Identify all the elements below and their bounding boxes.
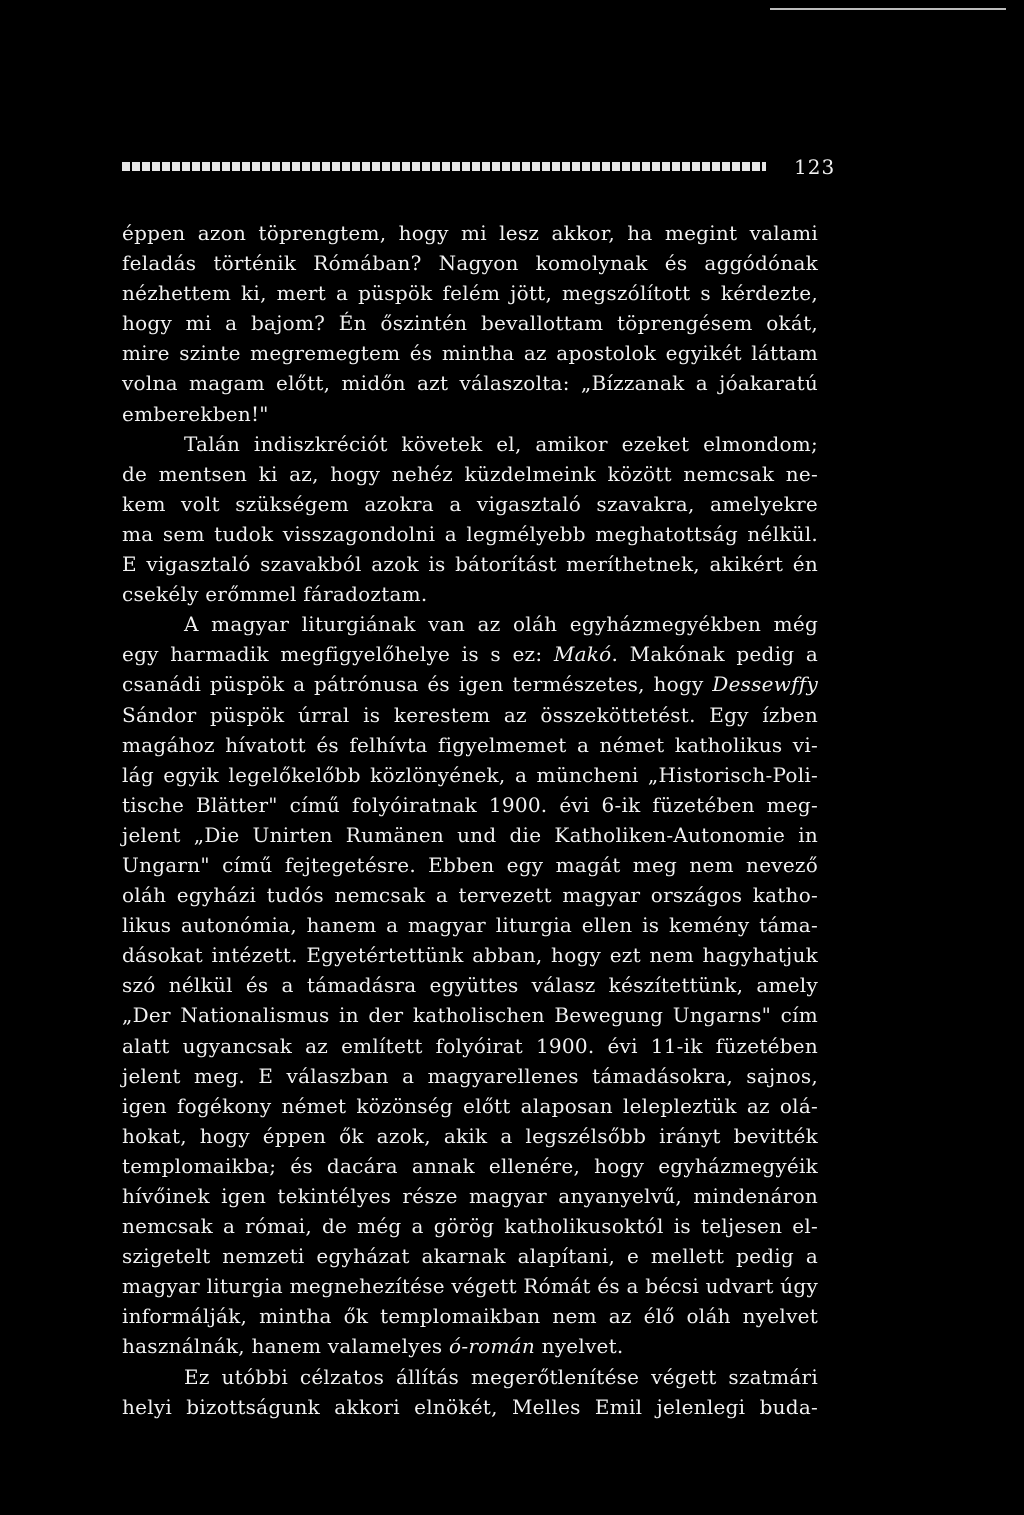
- header-ornament-rule: [122, 162, 766, 171]
- top-edge-rule: [770, 8, 1006, 10]
- text-line: Sándor püspök úrral is kerestem az összeköttetést. Egy ízben: [122, 702, 818, 727]
- text-line: E vigasztaló szavakból azok is bátorítást meríthetnek, akikért én: [122, 552, 818, 577]
- text-line: hokat, hogy éppen ők azok, akik a legszélsőbb irányt bevitték: [122, 1123, 818, 1148]
- text-line: feladás történik Rómában? Nagyon komolynak és aggódónak: [122, 251, 818, 276]
- text-line: Ez utóbbi célzatos állítás megerőtlenítése végett szatmári: [184, 1364, 818, 1389]
- italic-term: Makó: [553, 642, 612, 667]
- text-line: igen fogékony német közönség előtt alaposan lelepleztük az olá-: [122, 1093, 818, 1118]
- text-line: [122, 1331, 818, 1361]
- page-header: [122, 153, 836, 181]
- text-run: egy harmadik megfigyelőhelye is s ez:: [122, 642, 554, 667]
- text-line: magyar liturgia megnehezítése végett Rómát és a bécsi udvart úgy: [122, 1274, 818, 1299]
- body-text: [122, 218, 818, 1422]
- text-line: kem volt szükségem azokra a vigasztaló szavakra, amelyekre: [122, 491, 818, 516]
- text-line: informálják, mintha ők templomaikban nem az élő oláh nyelvet: [122, 1304, 818, 1329]
- text-line: [122, 639, 818, 669]
- text-line: „Der Nationalismus in der katholischen Bewegung Ungarns" cím: [122, 1003, 818, 1028]
- text-line: Talán indiszkréciót követek el, amikor ezeket elmondom;: [184, 431, 818, 456]
- text-line: de mentsen ki az, hogy nehéz küzdelmeink között nemcsak ne-: [122, 461, 818, 486]
- text-line: [122, 669, 818, 699]
- text-line: alatt ugyancsak az említett folyóirat 1900. évi 11-ik füzetében: [122, 1033, 818, 1058]
- text-line: oláh egyházi tudós nemcsak a tervezett magyar országos katho-: [122, 883, 818, 908]
- text-line: magához hívatott és felhívta figyelmemet a német katholikus vi-: [122, 732, 818, 757]
- text-line: hívőinek igen tekintélyes része magyar anyanyelvű, mindenáron: [122, 1184, 818, 1208]
- text-line: nézhettem ki, mert a püspök felém jött, megszólított s kérdezte,: [122, 281, 818, 306]
- text-line: hogy mi a bajom? Én őszintén bevallottam töprengésem okát,: [122, 311, 818, 336]
- text-line: jelent „Die Unirten Rumänen und die Katholiken-Autonomie in: [122, 822, 818, 847]
- text-line: éppen azon töprengtem, hogy mi lesz akkor, ha megint valami: [122, 221, 818, 245]
- text-run: nyelvet.: [534, 1334, 624, 1359]
- text-line: mire szinte megremegtem és mintha az apostolok egyikét láttam: [122, 341, 818, 366]
- page-number: 123: [794, 155, 836, 179]
- text-line: dásokat intézett. Egyetértettünk abban, hogy ezt nem hagyhatjuk: [122, 943, 818, 968]
- text-line: szigetelt nemzeti egyházat akarnak alapítani, e mellett pedig a: [122, 1244, 818, 1269]
- text-line: szó nélkül és a támadásra együttes válasz készítettünk, amely: [122, 973, 818, 998]
- text-line: helyi bizottságunk akkori elnökét, Melles Emil jelenlegi buda-: [122, 1394, 818, 1419]
- text-run: csanádi püspök a pátrónusa és igen természetes, hogy: [122, 672, 713, 697]
- text-line: templomaikba; és dacára annak ellenére, hogy egyházmegyéik: [122, 1153, 818, 1178]
- text-run: használnák, hanem valamelyes: [122, 1334, 450, 1359]
- text-line: nemcsak a római, de még a görög katholikusoktól is teljesen el-: [122, 1214, 818, 1239]
- text-line: Ungarn" című fejtegetésre. Ebben egy magát meg nem nevező: [122, 852, 818, 877]
- italic-term: ó-román: [449, 1334, 535, 1359]
- italic-term: Dessewffy: [712, 672, 818, 697]
- text-line: jelent meg. E válaszban a magyarellenes támadásokra, sajnos,: [122, 1063, 818, 1088]
- text-line: volna magam előtt, midőn azt válaszolta: „Bízzanak a jóakaratú: [122, 371, 818, 396]
- text-line: ma sem tudok visszagondolni a legmélyebb meghatottság nélkül.: [122, 521, 818, 546]
- text-line: A magyar liturgiának van az oláh egyházmegyékben még: [184, 612, 818, 637]
- text-run: . Makónak pedig a: [611, 642, 818, 667]
- text-line: csekély erőmmel fáradoztam.: [122, 582, 428, 607]
- text-line: emberekben!": [122, 401, 269, 426]
- text-line: tische Blätter" című folyóiratnak 1900. évi 6-ik füzetében meg-: [122, 792, 818, 817]
- text-line: likus autonómia, hanem a magyar liturgia ellen is kemény táma-: [122, 913, 818, 938]
- text-line: lág egyik legelőkelőbb közlönyének, a müncheni „Historisch-Poli-: [122, 762, 818, 787]
